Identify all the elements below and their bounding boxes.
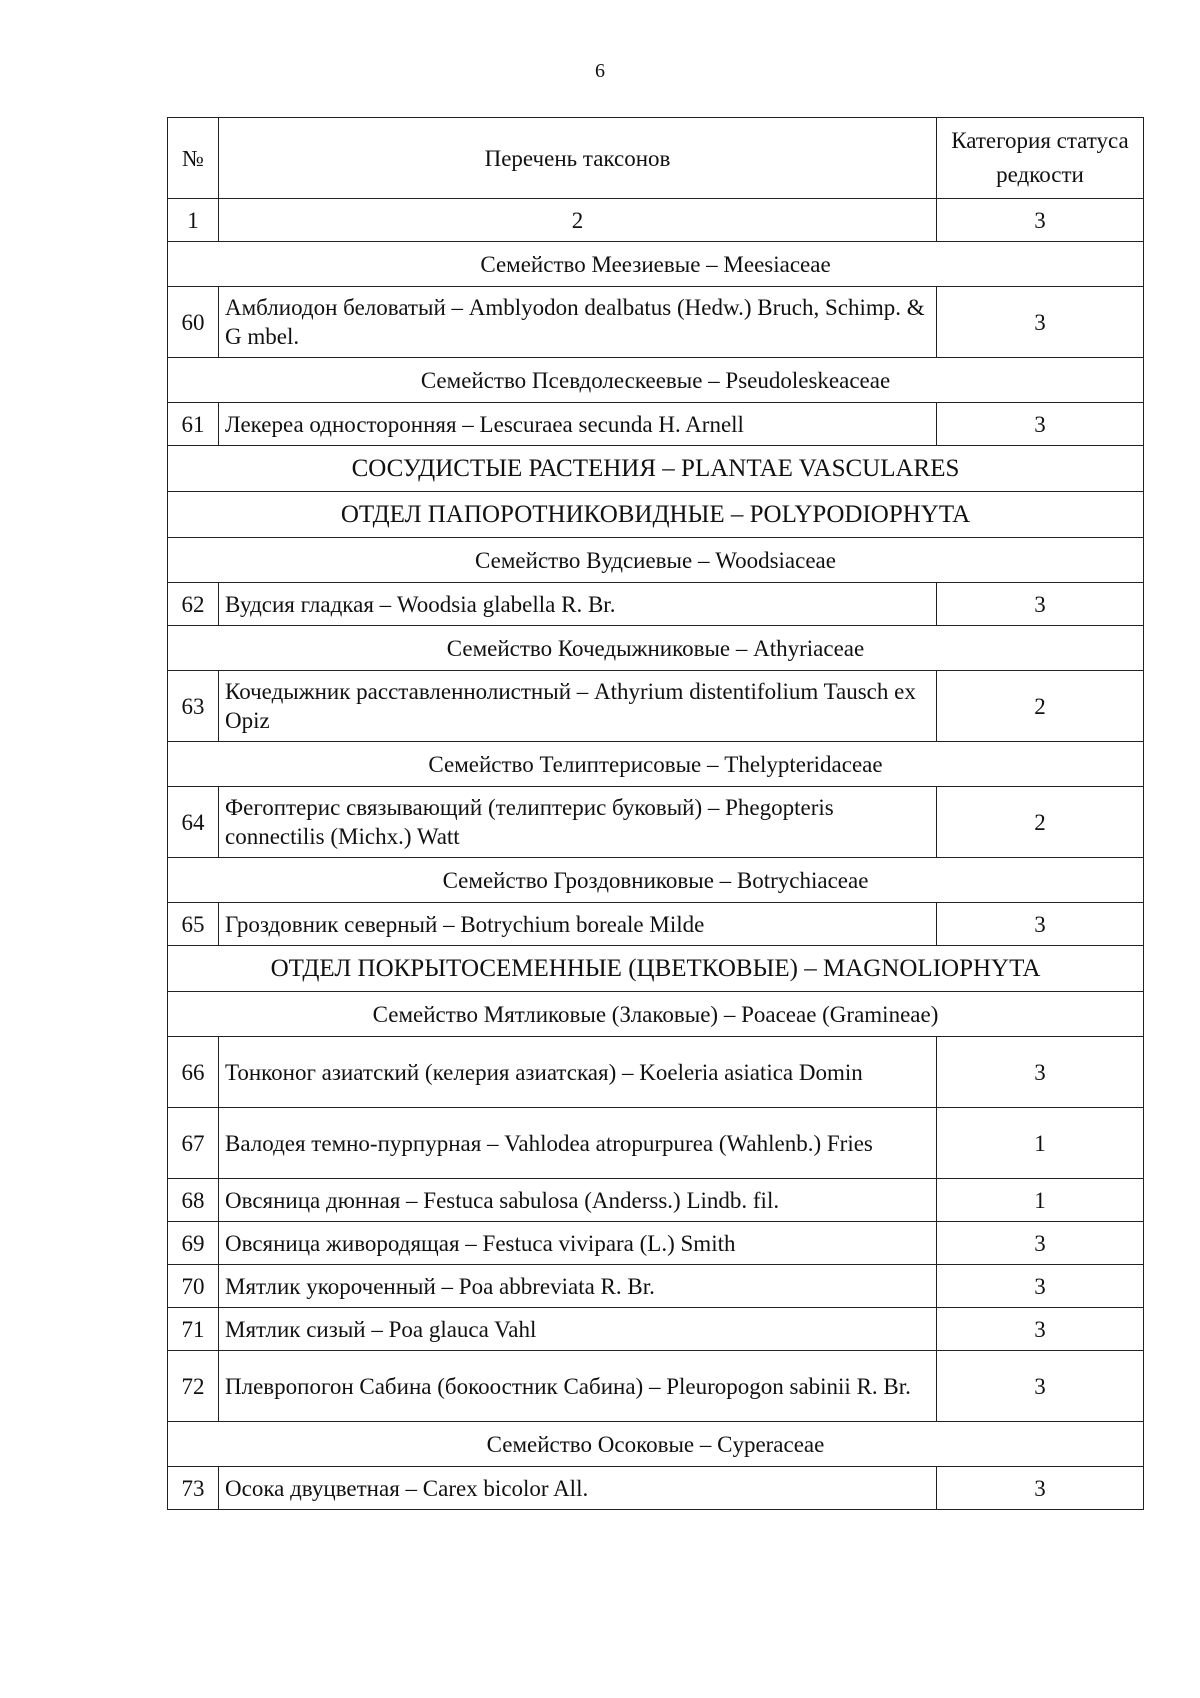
taxon-name: Вудсия гладкая – Woodsia glabella R. Br. <box>219 583 937 626</box>
taxon-name: Осока двуцветная – Carex bicolor All. <box>219 1467 937 1510</box>
taxon-number: 60 <box>168 287 219 358</box>
family-heading: Семейство Осоковые – Cyperaceae <box>168 1422 1144 1467</box>
taxon-number: 70 <box>168 1265 219 1308</box>
taxon-name: Амблиодон беловатый – Amblyodon dealbatus (Hedw.) Bruch, Schimp. & G mbel. <box>219 287 937 358</box>
taxon-row <box>168 1179 1144 1222</box>
family-heading: Семейство Вудсиевые – Woodsiaceae <box>168 538 1144 583</box>
taxon-number: 68 <box>168 1179 219 1222</box>
taxon-name: Мятлик сизый – Poa glauca Vahl <box>219 1308 937 1351</box>
taxa-table-body <box>168 242 1144 1510</box>
taxon-row <box>168 1467 1144 1510</box>
family-heading-row <box>168 242 1144 287</box>
taxon-row <box>168 1037 1144 1108</box>
header-taxa-list: Перечень таксонов <box>219 118 937 199</box>
family-heading-row <box>168 538 1144 583</box>
family-heading-row <box>168 1422 1144 1467</box>
division-heading: ОТДЕЛ ПАПОРОТНИКОВИДНЫЕ – POLYPODIOPHYTA <box>168 492 1144 538</box>
column-index-3: 3 <box>937 199 1144 242</box>
rarity-category: 3 <box>937 287 1144 358</box>
family-heading: Семейство Телиптерисовые – Thelypteridaceae <box>168 742 1144 787</box>
taxon-row <box>168 403 1144 446</box>
taxon-name: Плевропогон Сабина (бокоостник Сабина) – Pleuropogon sabinii R. Br. <box>219 1351 937 1422</box>
column-index-1: 1 <box>168 199 219 242</box>
header-rarity-category: Категория статуса редкости <box>937 118 1144 199</box>
taxon-name: Лекереа односторонняя – Lescuraea secunda H. Arnell <box>219 403 937 446</box>
taxon-number: 72 <box>168 1351 219 1422</box>
family-heading: Семейство Гроздовниковые – Botrychiaceae <box>168 858 1144 903</box>
rarity-category: 2 <box>937 787 1144 858</box>
division-heading-row <box>168 946 1144 992</box>
family-heading-row <box>168 742 1144 787</box>
family-heading-row <box>168 858 1144 903</box>
taxon-number: 63 <box>168 671 219 742</box>
taxon-number: 66 <box>168 1037 219 1108</box>
rarity-category: 3 <box>937 1037 1144 1108</box>
rarity-category: 3 <box>937 1351 1144 1422</box>
taxon-number: 69 <box>168 1222 219 1265</box>
table-header-row <box>168 118 1144 199</box>
taxon-row <box>168 1222 1144 1265</box>
column-index-2: 2 <box>219 199 937 242</box>
family-heading-row <box>168 992 1144 1037</box>
family-heading: Семейство Псевдолескеевые – Pseudoleskeaceae <box>168 358 1144 403</box>
taxon-row <box>168 787 1144 858</box>
taxon-number: 61 <box>168 403 219 446</box>
rarity-category: 3 <box>937 903 1144 946</box>
taxon-number: 64 <box>168 787 219 858</box>
rarity-category: 2 <box>937 671 1144 742</box>
taxon-number: 65 <box>168 903 219 946</box>
taxon-name: Тонконог азиатский (келерия азиатская) – Koeleria asiatica Domin <box>219 1037 937 1108</box>
taxon-name: Фегоптерис связывающий (телиптерис буковый) – Phegopteris connectilis (Michx.) Watt <box>219 787 937 858</box>
division-heading: ОТДЕЛ ПОКРЫТОСЕМЕННЫЕ (ЦВЕТКОВЫЕ) – MAGNOLIOPHYTA <box>168 946 1144 992</box>
family-heading: Семейство Мятликовые (Злаковые) – Poaceae (Gramineae) <box>168 992 1144 1037</box>
taxon-row <box>168 671 1144 742</box>
taxon-name: Овсяница дюнная – Festuca sabulosa (Anderss.) Lindb. fil. <box>219 1179 937 1222</box>
taxon-number: 71 <box>168 1308 219 1351</box>
taxon-row <box>168 1108 1144 1179</box>
taxon-row <box>168 287 1144 358</box>
division-heading: СОСУДИСТЫЕ РАСТЕНИЯ – PLANTAE VASCULARES <box>168 446 1144 492</box>
taxon-name: Гроздовник северный – Botrychium boreale Milde <box>219 903 937 946</box>
family-heading: Семейство Меезиевые – Meesiaceae <box>168 242 1144 287</box>
family-heading: Семейство Кочедыжниковые – Athyriaceae <box>168 626 1144 671</box>
rarity-category: 3 <box>937 1308 1144 1351</box>
rarity-category: 3 <box>937 1467 1144 1510</box>
family-heading-row <box>168 626 1144 671</box>
taxon-name: Валодея темно-пурпурная – Vahlodea atropurpurea (Wahlenb.) Fries <box>219 1108 937 1179</box>
division-heading-row <box>168 446 1144 492</box>
taxon-name: Мятлик укороченный – Poa abbreviata R. Br. <box>219 1265 937 1308</box>
taxon-row <box>168 1265 1144 1308</box>
taxon-row <box>168 1351 1144 1422</box>
taxon-number: 67 <box>168 1108 219 1179</box>
header-number: № <box>168 118 219 199</box>
rarity-category: 3 <box>937 583 1144 626</box>
division-heading-row <box>168 492 1144 538</box>
taxon-number: 62 <box>168 583 219 626</box>
taxa-table <box>167 117 1144 1510</box>
rarity-category: 3 <box>937 1265 1144 1308</box>
rarity-category: 3 <box>937 403 1144 446</box>
column-index-row <box>168 199 1144 242</box>
taxon-row <box>168 903 1144 946</box>
taxon-row <box>168 583 1144 626</box>
rarity-category: 3 <box>937 1222 1144 1265</box>
taxon-number: 73 <box>168 1467 219 1510</box>
rarity-category: 1 <box>937 1108 1144 1179</box>
taxon-row <box>168 1308 1144 1351</box>
family-heading-row <box>168 358 1144 403</box>
taxon-name: Овсяница живородящая – Festuca vivipara (L.) Smith <box>219 1222 937 1265</box>
rarity-category: 1 <box>937 1179 1144 1222</box>
page-number: 6 <box>595 60 605 82</box>
taxon-name: Кочедыжник расставленнолистный – Athyrium distentifolium Tausch ex Opiz <box>219 671 937 742</box>
